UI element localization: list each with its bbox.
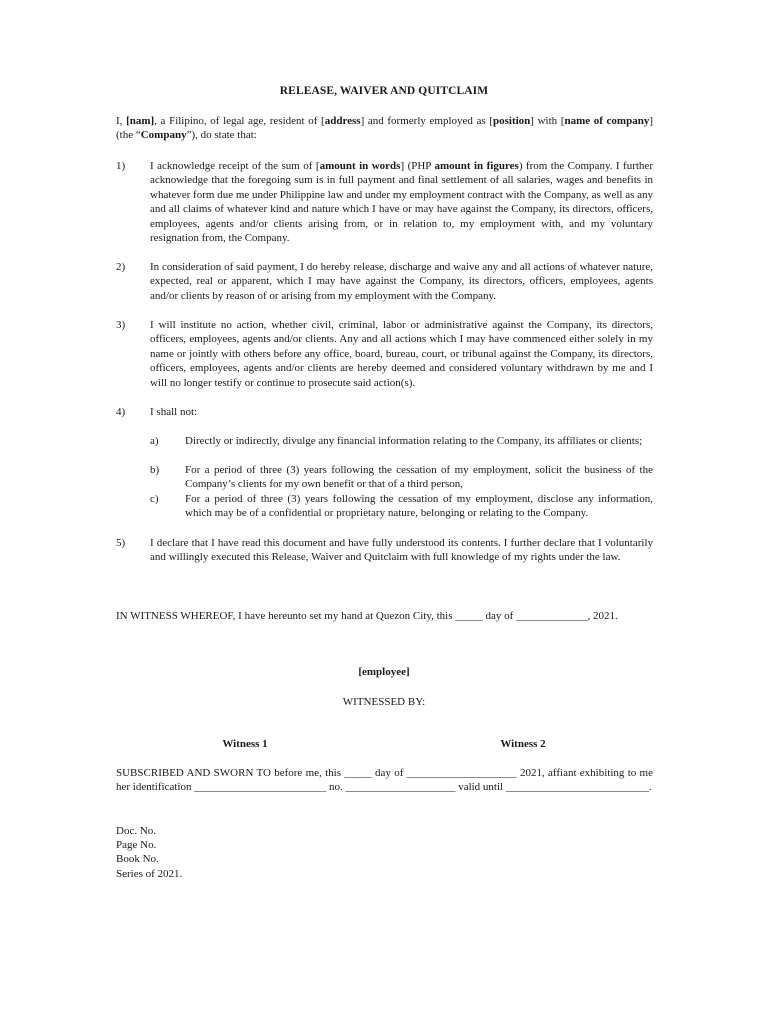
item-4a-text: Directly or indirectly, divulge any financial information relating to the Company, its affiliates or clients; [185,435,643,447]
intro-text-1: I, [116,115,127,127]
intro-text-6: ”), do state that: [186,129,257,142]
witness-2-label: Witness 2 [500,738,546,750]
intro-company: Company [140,129,187,142]
book-no-label: Book No. [116,853,159,866]
employee-signature-label: [employee] [358,666,410,678]
item-1-number: 1) [116,160,126,172]
item-4-text: I shall not: [150,406,198,418]
page-no-label: Page No. [116,839,157,852]
intro-company-name: name of company [564,115,650,127]
witness-1-label: Witness 1 [222,738,268,750]
item-4-number: 4) [116,406,126,418]
item-4a-letter: a) [150,435,159,447]
intro-name: [nam] [126,115,155,127]
series-label: Series of 2021. [116,867,183,880]
document-title: RELEASE, WAIVER AND QUITCLAIM [279,85,489,97]
intro-address: address [324,115,361,127]
item-4c-letter: c) [150,493,159,505]
jurat-paragraph: SUBSCRIBED AND SWORN TO before me, this _____ day of ____________________ 2021, affiant exhibiting to me her identification ________________________ no. ____________________ valid until __________________________. [116,767,653,794]
item-4b-letter: b) [150,464,160,476]
item-2-number: 2) [116,261,126,273]
item-5-text: I declare that I have read this document and have fully understood its contents. I further declare that I voluntarily and willingly executed this Release, Waiver and Quitclaim with full knowledge of my rights under the law. [150,537,653,564]
item-3-text: I will institute no action, whether civil, criminal, labor or administrative against the Company, its directors, officers, employees, agents and/or clients. Any and all actions which I may have commenced either solely in my name or jointly with others before any office, board, bureau, court, or tribunal against the Company, its directors, officers, employees, agents and/or clients are hereby deemed and considered voluntary withdrawn by me and I will no longer testify or continue to prosecute said action(s). [150,319,653,389]
intro-text-3: ] and formerly employed as [ [360,115,493,127]
item-1-text-1: I acknowledge receipt of the sum of [ [150,160,320,172]
notary-block [116,824,316,881]
witness-whereof-clause: IN WITNESS WHEREOF, I have hereunto set my hand at Quezon City, this _____ day of _____________, 2021. [116,610,618,622]
item-4c-text: For a period of three (3) years following the cessation of my employment, disclose any information, which may be of a confidential or proprietary nature, belonging or relating to the Company. [185,493,653,520]
intro-paragraph [116,114,653,143]
item-1-text-2: ] (PHP [400,160,435,172]
item-3-number: 3) [116,319,126,331]
intro-text-5: ] (the “ [116,115,654,142]
item-2-text: In consideration of said payment, I do hereby release, discharge and waive any and all actions of whatever nature, expected, real or apparent, which I may have against the Company, its directors, officers, employees, agents and/or clients by reason of or arising from my employment with the Company. [150,261,653,302]
item-1-amount-figures: amount in figures [434,160,519,172]
intro-text-4: ] with [ [530,115,565,127]
item-1-text-3: ) from the Company. I further acknowledge that the foregoing sum is in full payment and final settlement of all salaries, wages and benefits in whatever form due me under Philippine law and under my employment contract with the Company, as well as any and all claims of whatever kind and nature which I have or may have against the Company, its directors, officers, employees, agents and/or clients arising from, or in relation to, my employment with, and my voluntary resignation from, the Company. [150,160,654,245]
intro-position: position [493,115,531,127]
intro-text-2: , a Filipino, of legal age, resident of [ [154,115,325,127]
item-5-number: 5) [116,537,126,549]
item-1-text [150,159,653,245]
witnessed-by-label: WITNESSED BY: [342,696,426,708]
item-4b-text: For a period of three (3) years following the cessation of my employment, solicit the business of the Company’s clients for my own benefit or that of a third person, [185,464,653,491]
doc-no-label: Doc. No. [116,825,157,837]
item-1-amount-words: amount in words [319,160,401,172]
